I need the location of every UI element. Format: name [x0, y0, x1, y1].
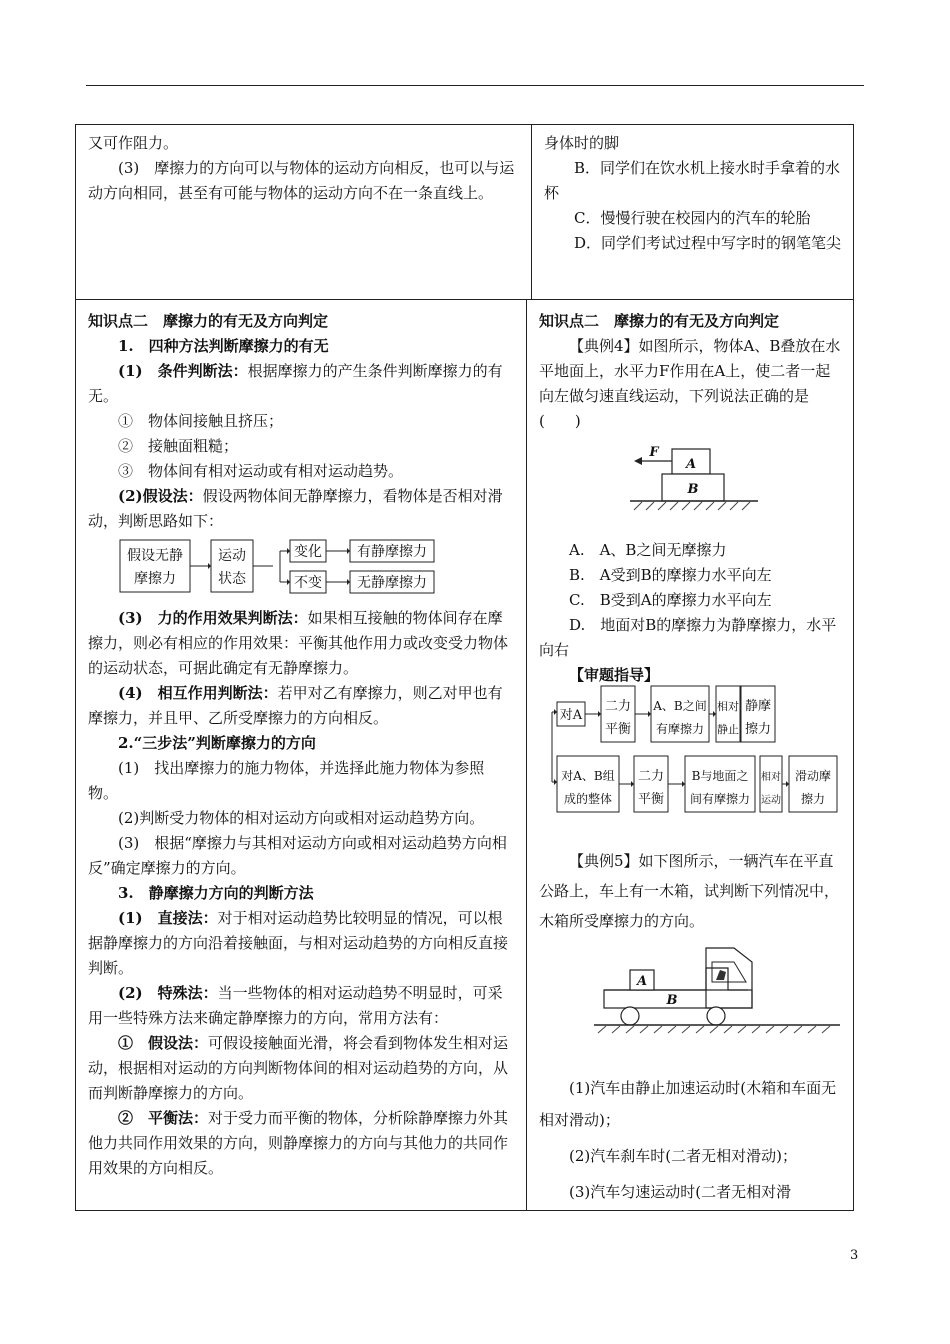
method-label: (1) 条件判断法： — [118, 362, 248, 380]
guide-r1-b2: 平衡 — [604, 722, 632, 737]
question-2: (2)汽车刹车时(二者无相对滑动)； — [569, 1147, 797, 1165]
option-c: C．慢慢行驶在校园内的汽车的轮胎 — [574, 209, 811, 227]
road-hatch — [598, 1026, 830, 1033]
truck-bed — [604, 990, 752, 1008]
flow-no-friction: 无静摩擦力 — [357, 575, 427, 591]
top-row-divider — [531, 124, 532, 300]
left-cell — [80, 309, 522, 1181]
top-left-cell — [80, 131, 525, 206]
option-d: D. 地面对B的摩擦力为静摩擦力，水平向右 — [539, 616, 837, 659]
method-label: (4) 相互作用判断法： — [118, 684, 278, 702]
flow-state-line2: 状态 — [218, 571, 246, 587]
text-paragraph: (2)判断受力物体的相对运动方向或相对运动趋势方向。 — [118, 809, 485, 827]
method-text: 根据摩擦力的产生条件判断摩擦力的有无。 — [88, 362, 503, 405]
guide-r2-a2: 成的整体 — [563, 792, 613, 806]
label-b: B — [687, 482, 699, 497]
flow-has-friction: 有静摩擦力 — [357, 544, 427, 560]
guide-r1-c2: 有摩擦力 — [655, 722, 705, 736]
guide-r1-d1: 相对 — [717, 700, 739, 713]
driver-icon — [716, 970, 726, 980]
method-text: 如果相互接触的物体间存在摩擦力，则必有相应的作用效果：平衡其他作用力或改变受力物体的运动状态，可据此确定有无静摩擦力。 — [88, 609, 509, 677]
method-label: (2)假设法： — [118, 487, 203, 505]
guide-r1-b1: 二力 — [604, 699, 632, 714]
guide-r1-d2: 静止 — [717, 723, 739, 736]
guide-r1-c1: A、B之间 — [653, 699, 707, 713]
guide-r2-a1: 对A、B组 — [561, 769, 615, 783]
guide-r2-d2: 运动 — [761, 795, 781, 806]
guide-r2-e2: 擦力 — [800, 792, 826, 806]
wheel-front — [707, 1007, 725, 1025]
label-truck-b: B — [666, 993, 678, 1008]
method-text: 对于相对运动趋势比较明显的情况，可以根据静摩擦力的方向沿着接触面，与相对运动趋势的方向相反直接判断。 — [88, 909, 509, 977]
question-1: (1)汽车由静止加速运动时(木箱和车面无相对滑动)； — [539, 1079, 837, 1129]
flow-state-line1: 运动 — [218, 548, 246, 564]
method-text: 若甲对乙有摩擦力，则乙对甲也有摩擦力，并且甲、乙所受摩擦力的方向相反。 — [88, 684, 503, 727]
list-item: ② 接触面粗糙； — [118, 437, 239, 455]
option-b: B. A受到B的摩擦力水平向左 — [569, 566, 772, 584]
subsection-title: 1. 四种方法判断摩擦力的有无 — [118, 337, 329, 355]
question-3: (3)汽车匀速运动时(二者无相对滑 — [569, 1183, 792, 1201]
guide-flowchart — [548, 682, 848, 820]
flow-change: 变化 — [294, 544, 322, 560]
truck-figure — [594, 940, 844, 1045]
section-heading: 知识点二 摩擦力的有无及方向判定 — [539, 312, 780, 330]
method-text: 假设两物体间无静摩擦力，看物体是否相对滑动，判断思路如下： — [88, 487, 503, 530]
label-f: F — [649, 445, 659, 460]
guide-r1-e1: 静摩 — [744, 699, 772, 714]
header-rule — [86, 85, 864, 86]
guide-title: 【审题指导】 — [569, 666, 660, 684]
method-label: (1) 直接法： — [118, 909, 218, 927]
flow-assume-line2: 摩擦力 — [134, 571, 176, 587]
text-paragraph: (1) 找出摩擦力的施力物体，并选择此施力物体为参照物。 — [88, 759, 485, 802]
method-text: 可假设接触面光滑，将会看到物体发生相对运动，根据相对运动的方向判断物体间的相对运动趋势的方向，从而判断静摩擦力的方向。 — [88, 1034, 509, 1102]
guide-r2-c2: 间有摩擦力 — [689, 792, 751, 806]
method-label: (2) 特殊法： — [118, 984, 218, 1002]
wheel-rear — [621, 1007, 639, 1025]
method-label: (3) 力的作用效果判断法： — [118, 609, 308, 627]
top-right-cell — [536, 131, 850, 256]
stacked-blocks-figure — [628, 442, 760, 512]
subsection-title: 3. 静摩擦力方向的判断方法 — [118, 884, 314, 902]
guide-r1-a: 对A — [559, 708, 583, 723]
option-c: C. B受到A的摩擦力水平向左 — [569, 591, 772, 609]
text-line: 身体时的脚 — [544, 134, 620, 152]
example-4: 【典例4】如图所示，物体A、B叠放在水平地面上，水平力F作用在A上，使二者一起向左做匀速直线运动，下列说法正确的是( ) — [539, 337, 841, 430]
guide-r2-c1: B与地面之 — [691, 769, 749, 783]
method-text: 当一些物体的相对运动趋势不明显时，可采用一些特殊方法来确定静摩擦力的方向，常用方法有： — [88, 984, 503, 1027]
guide-r1-e2: 擦力 — [744, 722, 772, 737]
section-heading: 知识点二 摩擦力的有无及方向判定 — [88, 312, 329, 330]
option-d: D．同学们考试过程中写字时的钢笔笔尖 — [574, 234, 842, 252]
option-b: B．同学们在饮水机上接水时手拿着的水杯 — [544, 159, 841, 202]
text-line: 又可作阻力。 — [88, 134, 179, 152]
flow-assume-line1: 假设无静 — [127, 548, 183, 564]
list-item: ③ 物体间有相对运动或有相对运动趋势。 — [118, 462, 404, 480]
guide-r2-b1: 二力 — [637, 769, 665, 784]
truck-outline — [604, 968, 748, 990]
example-5: 【典例5】如下图所示，一辆汽车在平直公路上，车上有一木箱，试判断下列情况中，木箱所受摩擦力的方向。 — [539, 852, 840, 930]
guide-r2-b2: 平衡 — [637, 792, 665, 807]
label-a: A — [685, 457, 697, 472]
guide-r2-e1: 滑动摩 — [794, 769, 832, 783]
guide-r2-d1: 相对 — [761, 772, 781, 783]
list-item: ① 物体间接触且挤压； — [118, 412, 284, 430]
method-label: ② 平衡法： — [118, 1109, 209, 1127]
method-text: 对于受力而平衡的物体，分析除静摩擦力外其他力共同作用效果的方向，则静摩擦力的方向与其他力的共同作用效果的方向相反。 — [88, 1109, 509, 1177]
truck-cab — [706, 948, 752, 1008]
text-paragraph: (3) 摩擦力的方向可以与物体的运动方向相反，也可以与运动方向相同，甚至有可能与物体的运动方向不在一条直线上。 — [88, 159, 515, 202]
label-box-a: A — [636, 974, 648, 989]
method-label: ① 假设法： — [118, 1034, 209, 1052]
text-paragraph: (3) 根据“摩擦力与其相对运动方向或相对运动趋势方向相反”确定摩擦力的方向。 — [88, 834, 507, 877]
main-row-divider — [526, 299, 527, 1211]
flow-no-change: 不变 — [294, 575, 322, 591]
page-number: 3 — [850, 1248, 859, 1263]
option-a: A. A、B之间无摩擦力 — [569, 541, 727, 559]
assumption-flowchart — [118, 538, 438, 598]
subsection-title: 2.“三步法”判断摩擦力的方向 — [118, 734, 316, 752]
